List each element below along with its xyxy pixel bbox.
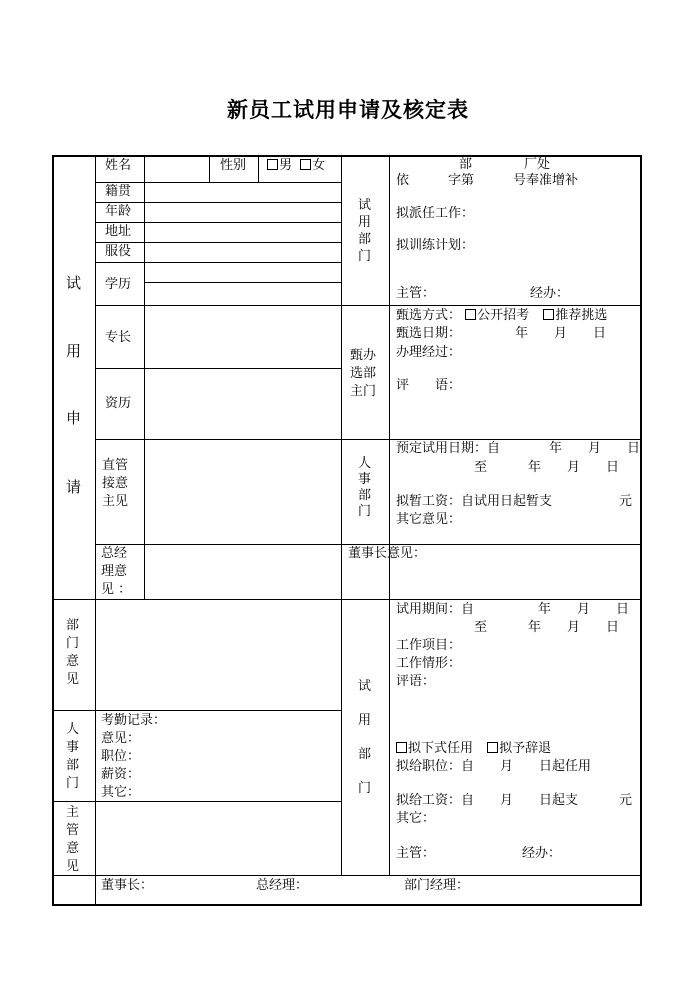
- supervisor-opinion-label-2: 管: [66, 823, 80, 838]
- gender-options: [267, 158, 325, 173]
- trial-dept-supervisor-label: 主管：: [396, 286, 436, 301]
- gm-opinion-line-1: 总经: [101, 546, 128, 561]
- gm-opinion-line-2: 理意: [101, 564, 128, 579]
- dismiss-label: 拟予辞退: [499, 741, 552, 756]
- handling-process-label: 办理经过：: [396, 345, 462, 360]
- female-label: 女: [312, 158, 326, 173]
- trial-period-to-label: 至: [474, 620, 488, 635]
- supervisor-opinion-label-4: 见: [66, 859, 80, 874]
- bottom-other-label: 其它：: [396, 811, 436, 826]
- selection-method-row: [396, 308, 607, 323]
- hr-other-label: 其它：: [101, 785, 141, 800]
- appointment-options-row: [396, 741, 551, 756]
- selection-method-label: 甄选方式：: [396, 308, 462, 323]
- dept-opinion-label-2: 门: [66, 636, 80, 651]
- selection-dept-label-2: 选部: [350, 366, 377, 381]
- native-place-label: 籍贯: [105, 184, 132, 199]
- selection-date-units: 年 月 日: [515, 326, 607, 341]
- male-checkbox[interactable]: [267, 159, 278, 170]
- trial-dept-handler-label: 经办：: [530, 286, 570, 301]
- trial-apply-label-1: 试: [66, 274, 82, 292]
- hr-position-label: 职位：: [101, 749, 141, 764]
- formal-appoint-label: 拟下式任用: [408, 741, 474, 756]
- specialty-label: 专长: [105, 330, 132, 345]
- name-label: 姓名: [105, 158, 132, 173]
- selection-date-label: 甄选日期：: [396, 326, 462, 341]
- footer-gm-label: 总经理：: [256, 878, 309, 893]
- trial-dept-label-1: 试: [358, 198, 372, 213]
- supervisor-opinion-line-3: 主见: [102, 494, 129, 509]
- assign-work-label: 拟派任工作：: [396, 206, 475, 221]
- proposed-salary-yuan: 元: [619, 793, 633, 808]
- hr-dept-label-3: 部: [358, 488, 372, 503]
- proposed-salary-line: 拟给工资：自 月 日起支: [396, 793, 579, 808]
- supervisor-opinion-label-3: 意: [66, 841, 80, 856]
- dismiss-checkbox[interactable]: [487, 742, 498, 753]
- trial-period-label: 试用期间：自: [396, 602, 475, 617]
- approval-ref-line: 依 字第 号奉准增补: [396, 173, 579, 188]
- work-items-label: 工作项目：: [396, 638, 462, 653]
- hr-salary-label: 薪资：: [101, 767, 141, 782]
- selection-dept-label-1: 甄办: [350, 348, 377, 363]
- hr-opinion-label: 意见：: [101, 731, 141, 746]
- bottom-comment-label: 评语：: [396, 674, 436, 689]
- supervisor-opinion-line-1: 直管: [102, 458, 129, 473]
- trial-dept-label-3: 部: [358, 232, 372, 247]
- trial-date-label: 预定试用日期：自: [396, 441, 501, 456]
- temp-salary-yuan: 元: [619, 494, 633, 509]
- supervisor-opinion-line-2: 接意: [102, 476, 129, 491]
- selection-dept-label-3: 主门: [350, 384, 377, 399]
- age-label: 年龄: [105, 204, 132, 219]
- dept-opinion-label-4: 见: [66, 672, 80, 687]
- male-label: 男: [279, 158, 293, 173]
- bottom-trial-dept-label-1: 试: [358, 679, 372, 694]
- work-status-label: 工作情形：: [396, 656, 462, 671]
- chairman-opinion-label: 董事长意见：: [348, 546, 427, 561]
- hr-bottom-label-3: 部: [66, 758, 80, 773]
- dept-opinion-label-3: 意: [66, 654, 80, 669]
- footer-dept-manager-label: 部门经理：: [404, 878, 470, 893]
- dept-factory-line: 部 厂处: [459, 157, 551, 172]
- hr-bottom-label-1: 人: [66, 722, 80, 737]
- open-recruit-label: 公开招考: [477, 308, 530, 323]
- hr-bottom-label-2: 事: [66, 740, 80, 755]
- selection-comment-label: 评 语：: [396, 378, 462, 393]
- dept-opinion-label-1: 部: [66, 618, 80, 633]
- hr-bottom-label-4: 门: [66, 776, 80, 791]
- hr-dept-label-2: 事: [358, 472, 372, 487]
- bottom-trial-dept-label-3: 部: [358, 747, 372, 762]
- footer-chairman-label: 董事长：: [101, 878, 154, 893]
- open-recruit-checkbox[interactable]: [465, 309, 476, 320]
- trial-dept-label-4: 门: [358, 249, 372, 264]
- formal-appoint-checkbox[interactable]: [396, 742, 407, 753]
- trial-date-to-label: 至: [474, 460, 488, 475]
- attendance-label: 考勤记录：: [101, 713, 167, 728]
- bottom-trial-dept-label-4: 门: [358, 781, 372, 796]
- trial-date-to-units: 年 月 日: [528, 460, 620, 475]
- education-label: 学历: [105, 277, 132, 292]
- gender-label: 性别: [220, 158, 247, 173]
- bottom-trial-dept-label-2: 用: [358, 713, 372, 728]
- trial-apply-label-3: 申: [66, 409, 82, 427]
- female-checkbox[interactable]: [300, 159, 311, 170]
- trial-dept-label-2: 用: [358, 215, 372, 230]
- trial-apply-label-4: 请: [66, 478, 82, 496]
- qualification-label: 资历: [105, 396, 132, 411]
- hr-dept-label-4: 门: [358, 504, 372, 519]
- temp-salary-label: 拟暂工资：自试用日起暂支: [396, 494, 553, 509]
- training-plan-label: 拟训练计划：: [396, 238, 475, 253]
- recommend-label: 推荐挑选: [555, 308, 608, 323]
- trial-date-from-units: 年 月 日: [549, 441, 641, 456]
- military-label: 服役: [105, 244, 132, 259]
- hr-dept-label-1: 人: [358, 456, 372, 471]
- recommend-checkbox[interactable]: [543, 309, 554, 320]
- address-label: 地址: [105, 224, 132, 239]
- trial-period-to-units: 年 月 日: [528, 620, 620, 635]
- bottom-supervisor-label: 主管：: [396, 846, 436, 861]
- hr-other-opinion-label: 其它意见：: [396, 512, 462, 527]
- page-title: 新员工试用申请及核定表: [227, 98, 469, 122]
- trial-period-from-units: 年 月 日: [538, 602, 630, 617]
- proposed-position-line: 拟给职位：自 月 日起任用: [396, 759, 592, 774]
- bottom-handler-label: 经办：: [522, 846, 562, 861]
- gm-opinion-line-3: 见 ：: [101, 582, 132, 597]
- trial-apply-label-2: 用: [66, 342, 82, 360]
- supervisor-opinion-label-1: 主: [66, 805, 80, 820]
